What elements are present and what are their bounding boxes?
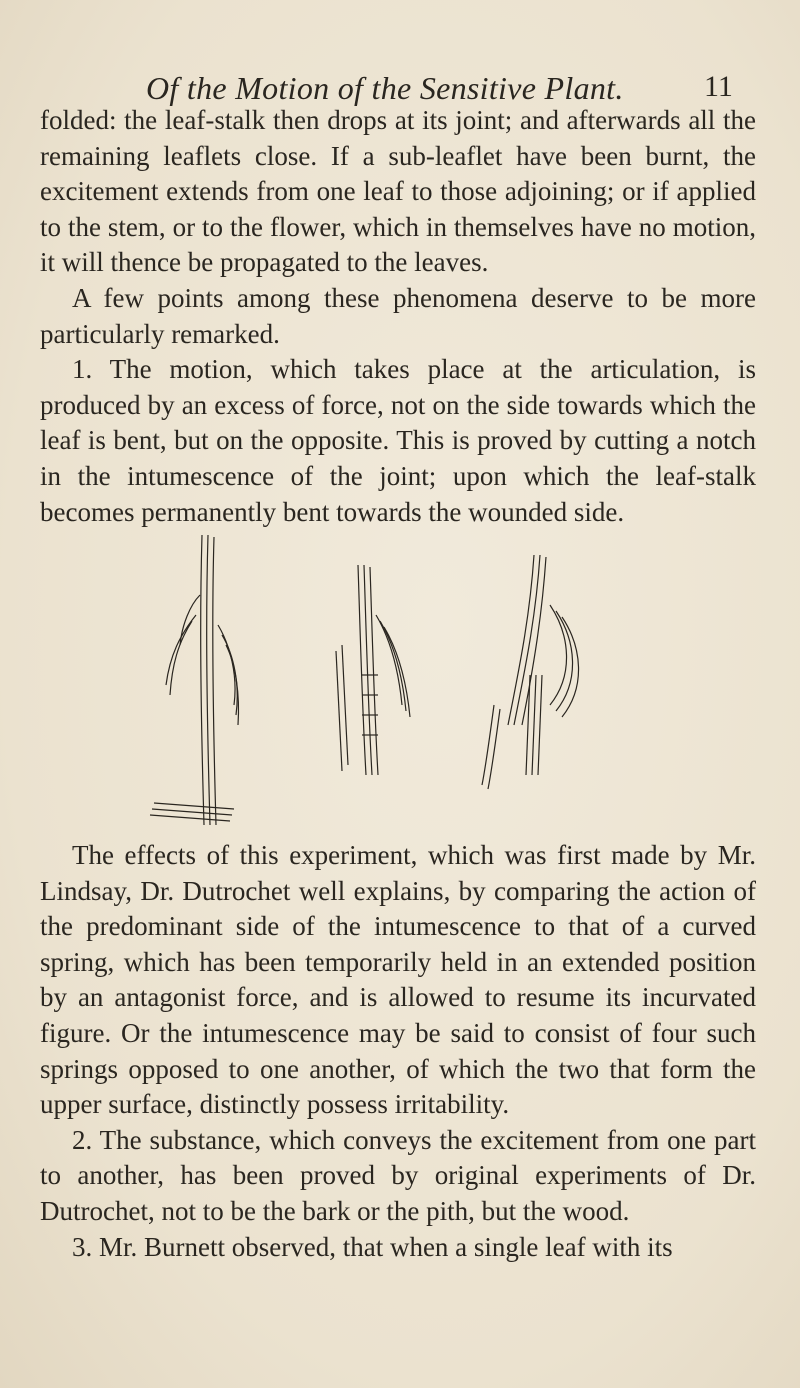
text-block-top (40, 103, 756, 530)
figure-illustrations (130, 525, 690, 845)
figure-2 (336, 565, 410, 775)
text-block-bottom (40, 838, 756, 1265)
paragraph-3: 1. The motion, which takes place at the articulation, is produced by an excess of force, not on the side towards which the leaf is bent, but on the opposite. This is proved by cutting a notch in the intumescence of the joint; upon which the leaf-stalk becomes permanently bent towards the wounded side. (40, 354, 756, 527)
paragraph-5: 2. The substance, which conveys the excitement from one part to another, has been proved by original experiments of Dr. Dutrochet, not to be the bark or the pith, but the wood. (40, 1124, 756, 1226)
leaf-stalk-engravings (130, 525, 690, 845)
paragraph-4: The effects of this experiment, which was first made by Mr. Lindsay, Dr. Dutrochet well explains, by comparing the action of the predominant side of the intumescence to that of a curved spring, which has been temporarily held in an extended position by an antagonist force, and is allowed to resume its incurvated figure. Or the intumescence may be said to consist of four such springs opposed to one another, of which the two that form the upper surface, distinctly possess irritability. (40, 840, 756, 1120)
paragraph-6: 3. Mr. Burnett observed, that when a single leaf with its (72, 1231, 673, 1262)
figure-3 (482, 555, 579, 789)
running-title: Of the Motion of the Sensitive Plant. (146, 70, 624, 106)
paragraph-1: folded: the leaf-stalk then drops at its joint; and afterwards all the remaining leaflets close. If a sub-leaflet have been burnt, the excitement extends from one leaf to those adjoining; or if applied to the stem, or to the flower, which in themselves have no motion, it will thence be propagated to the leaves. (40, 105, 756, 278)
page-number: 11 (704, 70, 733, 103)
paragraph-2: A few points among these phenomena deserve to be more particularly remarked. (40, 282, 756, 349)
figure-1 (150, 535, 239, 825)
